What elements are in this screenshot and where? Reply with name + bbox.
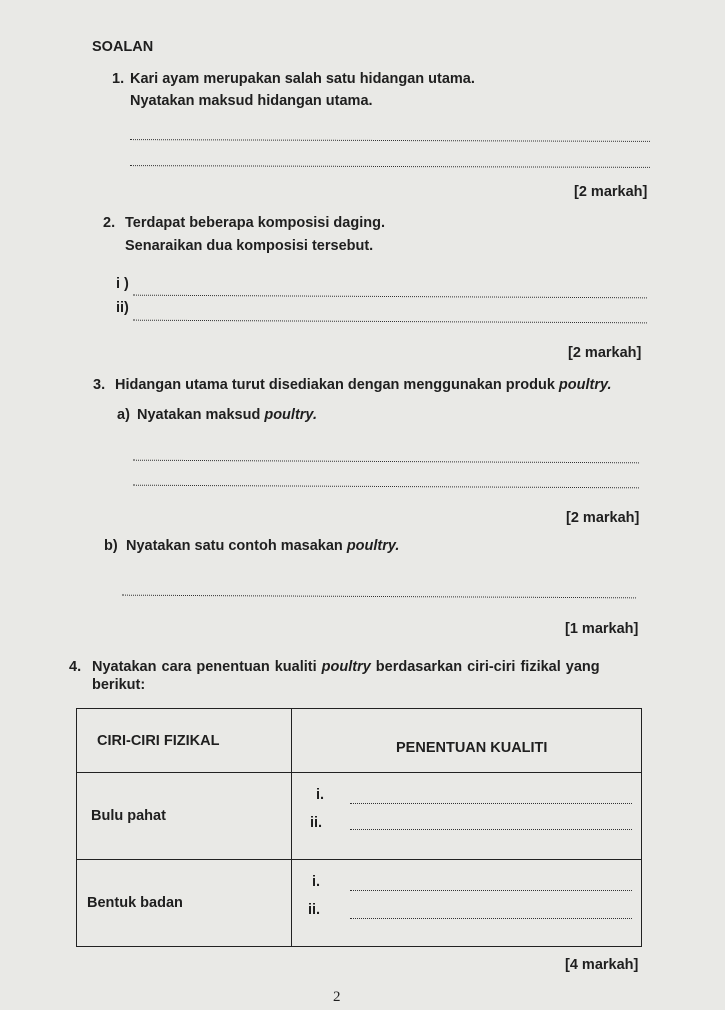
answer-line[interactable] xyxy=(133,460,639,464)
question-1-number: 1. xyxy=(112,71,125,87)
answer-item-label: ii. xyxy=(308,902,321,918)
answer-line[interactable] xyxy=(350,829,632,830)
answer-line[interactable] xyxy=(350,890,632,891)
question-4-number: 4. xyxy=(69,659,82,675)
question-2-instruction: Senaraikan dua komposisi tersebut. xyxy=(125,238,374,254)
question-2-marks: [2 markah] xyxy=(568,345,642,361)
table-cell-answers xyxy=(292,773,642,860)
page-number: 2 xyxy=(333,989,341,1005)
table-row xyxy=(77,773,642,860)
question-2-line-1: Terdapat beberapa komposisi daging. xyxy=(125,215,385,231)
table-cell-feature: Bentuk badan xyxy=(77,860,292,947)
question-3a-text: Nyatakan maksud poultry. xyxy=(137,407,317,423)
answer-item-label: i. xyxy=(316,787,325,803)
answer-line[interactable] xyxy=(133,320,647,324)
question-1-line-2: Nyatakan maksud hidangan utama. xyxy=(130,93,373,109)
answer-line[interactable] xyxy=(130,139,650,142)
question-4-marks: [4 markah] xyxy=(565,957,639,973)
question-3-number: 3. xyxy=(93,377,106,393)
table-cell-feature: Bulu pahat xyxy=(77,773,292,860)
answer-item-label: i. xyxy=(312,874,321,890)
question-3a-marks: [2 markah] xyxy=(566,510,640,526)
question-1-line-1: Kari ayam merupakan salah satu hidangan utama. xyxy=(130,71,475,87)
table-row xyxy=(77,860,642,947)
question-2-item-1-label: i ) xyxy=(116,276,129,292)
question-2-item-2-label: ii) xyxy=(116,300,129,316)
quality-table xyxy=(76,708,642,947)
answer-line[interactable] xyxy=(122,595,636,599)
answer-line[interactable] xyxy=(350,803,632,804)
answer-line[interactable] xyxy=(350,918,632,919)
question-1-marks: [2 markah] xyxy=(574,184,648,200)
answer-line[interactable] xyxy=(133,485,639,489)
table-header-quality-determination: PENENTUAN KUALITI xyxy=(292,709,642,773)
question-4-line-2: berikut: xyxy=(92,677,146,693)
answer-line[interactable] xyxy=(133,295,647,299)
section-heading: SOALAN xyxy=(92,39,154,55)
question-2-number: 2. xyxy=(103,215,116,231)
question-4-line-1: Nyatakan cara penentuan kualiti poultry berdasarkan ciri-ciri fizikal yang xyxy=(92,659,600,675)
question-3b-text: Nyatakan satu contoh masakan poultry. xyxy=(126,538,400,554)
question-3a-label: a) xyxy=(117,407,130,423)
answer-item-label: ii. xyxy=(310,815,323,831)
question-3-line-1: Hidangan utama turut disediakan dengan menggunakan produk poultry. xyxy=(115,377,612,393)
table-header-physical-features: CIRI-CIRI FIZIKAL xyxy=(77,709,292,773)
table-cell-answers xyxy=(292,860,642,947)
question-3b-label: b) xyxy=(104,538,118,554)
question-3b-marks: [1 markah] xyxy=(565,621,639,637)
answer-line[interactable] xyxy=(130,165,650,168)
